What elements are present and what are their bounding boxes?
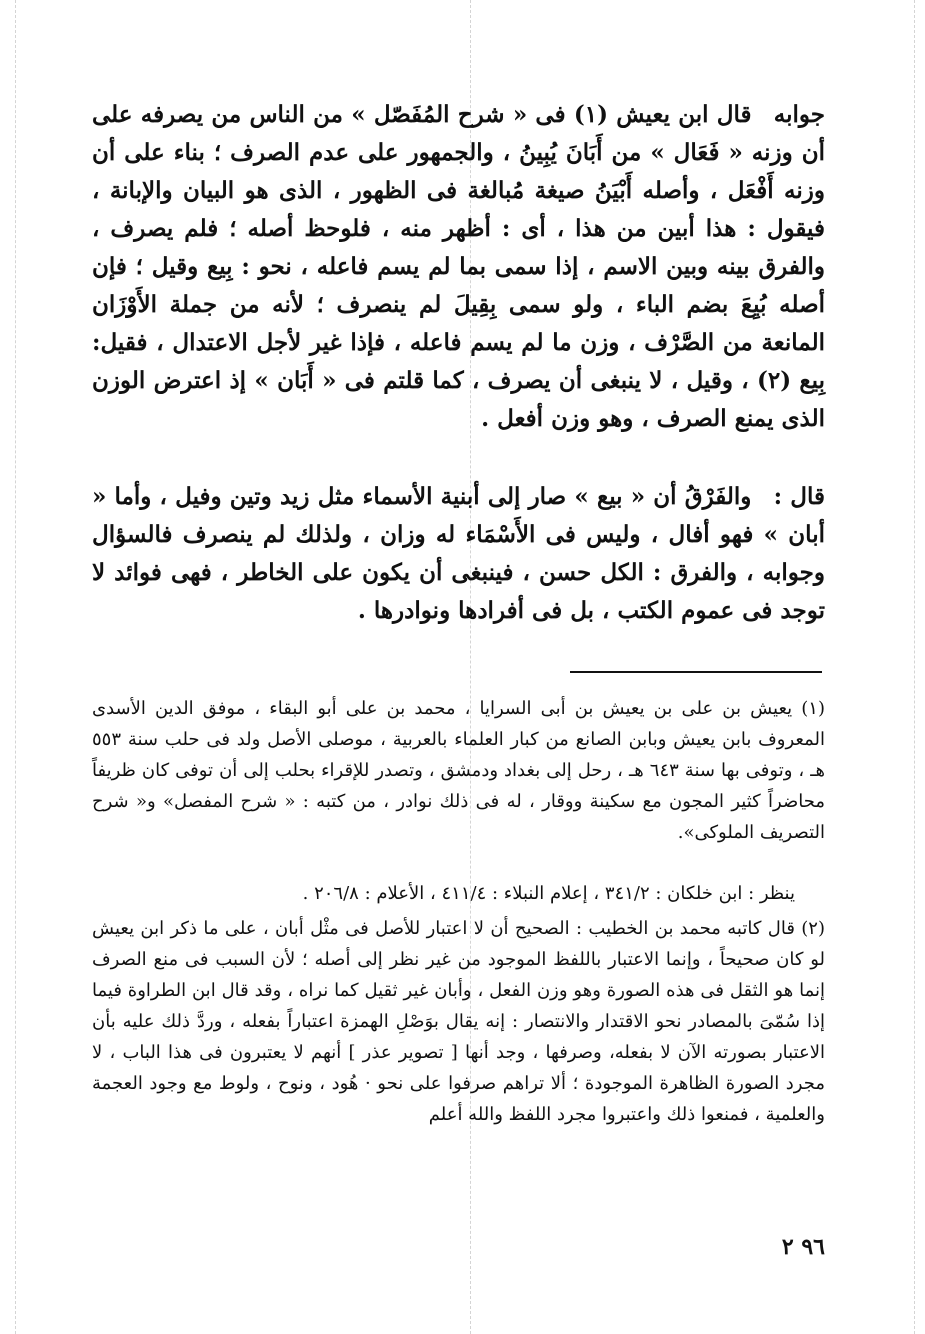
scan-margin-line xyxy=(914,0,915,1334)
page-number: ٩٦ ٢ xyxy=(781,1234,825,1260)
footnote-text: (١) يعيش بن على بن يعيش بن أبى السرايا ، محمد بن على أبو البقاء ، موفق الدين الأسدى المعروف بابن يعيش وبابن الصانع من كبار العلماء بالعربية ، موصلى الأصل ولد فى حلب سنة ٥٥٣ هـ ، وتوفى بها سنة ٦٤٣ هـ ، رحل إلى بغداد ودمشق ، وتصدر للإقراء بحلب إلى أن توفى كان ظريفاً محاضراً كثير المجون مع سكينة ووقار ، له فى ذلك نوادر ، من كتبه : « شرح المفصل» و« شرح التصريف الملوكى». xyxy=(92,698,825,843)
paragraph-body: قال ابن يعيش (١) فى « شرح المُفَصّل » من الناس من يصرفه على أن وزنه « فَعَال » من أَبَانَ يُبِينُ ، والجمهور على عدم الصرف ؛ بناء على أن وزنه أَفْعَل ، وأصله أَبْيَنُ صيغة مُبالغة فى الظهور ، الذى هو البيان والإبانة ، فيقول : هذا أبين من هذا ، أى : أظهر منه ، فلوحظ أصله ؛ فلم يصرف ، والفرق بينه وبين الاسم ، إذا سمى بما لم يسم فاعله ، نحو : بِيع وقيل ؛ فإن أصله بُيِعَ بضم الباء ، ولو سمى بِقِيلَ لم ينصرف ؛ لأنه من جملة الأَوْزَان المانعة من الصَّرْف ، وزن ما لم يسم فاعله ، فإذا غير لأجل الاعتدال ، فقيل: بِيع (٢) ، وقيل ، لا ينبغى أن يصرف ، كما قلتم فى « أَبَان » إذ اعترض الوزن الذى يمنع الصرف ، وهو وزن أفعل . xyxy=(92,101,825,432)
footnote-1 xyxy=(92,693,825,848)
main-paragraph-1 xyxy=(92,96,825,438)
footnote-2 xyxy=(92,913,825,1130)
paragraph-lead-word: جوابه xyxy=(773,101,825,128)
main-paragraph-2 xyxy=(92,478,825,630)
footnote-divider xyxy=(570,671,822,673)
scan-margin-line xyxy=(15,0,16,1334)
reference-text: ينظر : ابن خلكان : ٣٤١/٢ ، إعلام النبلاء : ٤١١/٤ ، الأعلام : ٢٠٦/٨ . xyxy=(302,883,795,904)
paragraph-body: والفَرْقُ أن « بيع » صار إلى أبنية الأسماء مثل زيد وتين وفيل ، وأما « أبان » فهو أفال ، وليس فى الأَسْمَاء له وزان ، ولذلك لم ينصرف فالسؤال وجوابه ، والفرق : الكل حسن ، فينبغى أن يكون على الخاطر ، فهى فوائد لا توجد فى عموم الكتب ، بل فى أفرادها ونوادرها . xyxy=(92,483,825,624)
footnote-reference xyxy=(92,878,825,909)
footnote-text: (٢) قال كاتبه محمد بن الخطيب : الصحيح أن لا اعتبار للأصل فى مثْل أبان ، على ما ذكر ابن يعيش لو كان صحيحاً ، وإنما الاعتبار باللفظ الموجود من غير نظر إلى أصله ؛ لأن السبب فى منع الصرف إنما هو الثقل فى هذه الصورة وهو وزن الفعل ، وأبان غير ثقيل كما نراه ، وقد قال ابن الطراوة فيما إذا سُمّىَ بالمصادر نحو الاقتدار والانتصار : إنه يقال بوَصْلِ الهمزة اعتباراً بفعله ، وردَّ ذلك عليه بأن الاعتبار بصورته الآن لا بفعله، وصرفها ، وجد أنها [ تصوير عذر ] أنهم لا يعتبرون فى هذا الباب ، لا مجرد الصورة الظاهرة الموجودة ؛ ألا تراهم صرفوا على نحو · هُود ، ونوح ، ولوط مع وجود العجمة والعلمية ، فمنعوا ذلك واعتبروا مجرد اللفظ والله أعلم xyxy=(92,918,826,1125)
paragraph-lead-word: قال : xyxy=(773,483,825,510)
